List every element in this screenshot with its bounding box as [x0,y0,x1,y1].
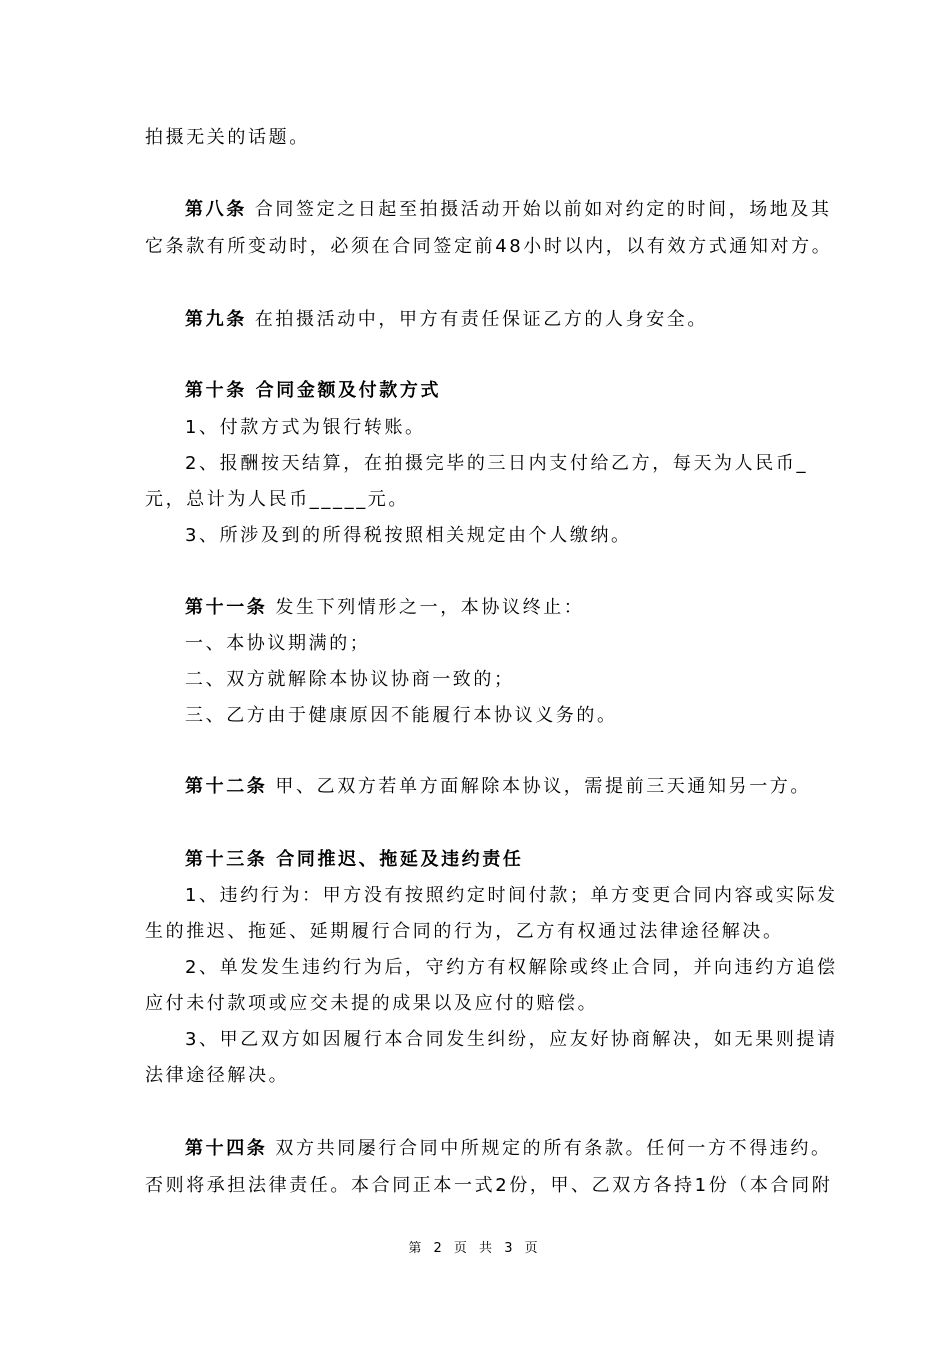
article-10-heading: 第十条 合同金额及付款方式 [185,380,442,401]
article-11-item-2: 二、双方就解除本协议协商一致的； [185,669,515,690]
article-8-heading: 第八条 [185,199,247,220]
article-13-heading: 第十三条 合同推迟、拖延及违约责任 [185,849,524,870]
article-10-item-2-line-2: 元，总计为人民币_____元。 [145,489,409,510]
article-13-item-3-line-2: 法律途径解决。 [145,1065,290,1086]
article-13-item-1-line-2: 生的推迟、拖延、延期履行合同的行为，乙方有权通过法律途径解决。 [145,921,784,942]
article-14-line-2: 否则将承担法律责任。本合同正本一式2份，甲、乙双方各持1份（本合同附 [145,1175,833,1196]
article-12-line-1 [185,775,811,799]
article-10-item-2-line-1: 2、报酬按天结算，在拍摄完毕的三日内支付给乙方，每天为人民币_ [185,453,809,474]
article-11-line-1 [185,596,584,620]
article-10-item-1: 1、付款方式为银行转账。 [185,417,426,438]
article-12-text: 甲、乙双方若单方面解除本协议，需提前三天通知另一方。 [275,776,812,797]
continuation-text: 拍摄无关的话题。 [145,127,310,148]
article-12-heading: 第十二条 [185,776,268,797]
article-9-text: 在拍摄活动中，甲方有责任保证乙方的人身安全。 [254,309,709,330]
article-8-text: 合同签定之日起至拍摄活动开始以前如对约定的时间，场地及其 [254,199,832,220]
article-13-item-1-line-1: 1、违约行为：甲方没有按照约定时间付款；单方变更合同内容或实际发 [185,885,838,906]
article-14-line-1 [185,1137,832,1161]
article-11-item-3: 三、乙方由于健康原因不能履行本协议义务的。 [185,705,618,726]
article-14-heading: 第十四条 [185,1138,268,1159]
article-13-item-2-line-1: 2、单发发生违约行为后，守约方有权解除或终止合同，并向违约方追偿 [185,957,838,978]
article-13-item-2-line-2: 应付未付款项或应交未提的成果以及应付的赔偿。 [145,993,599,1014]
article-14-text: 双方共同屡行合同中所规定的所有条款。任何一方不得违约。 [275,1138,832,1159]
article-8-line-1 [185,198,832,222]
article-11-heading: 第十一条 [185,597,268,618]
page-number-footer: 第 2 页 共 3 页 [408,1241,542,1256]
article-8-line-2: 它条款有所变动时，必须在合同签定前48小时以内，以有效方式通知对方。 [145,236,833,257]
article-11-item-1: 一、本协议期满的； [185,633,371,654]
article-10-item-3: 3、所涉及到的所得税按照相关规定由个人缴纳。 [185,525,632,546]
article-9-heading: 第九条 [185,309,247,330]
article-11-text: 发生下列情形之一，本协议终止： [275,597,585,618]
article-9-line-1 [185,308,708,332]
article-13-item-3-line-1: 3、甲乙双方如因履行本合同发生纠纷，应友好协商解决，如无果则提请 [185,1029,838,1050]
